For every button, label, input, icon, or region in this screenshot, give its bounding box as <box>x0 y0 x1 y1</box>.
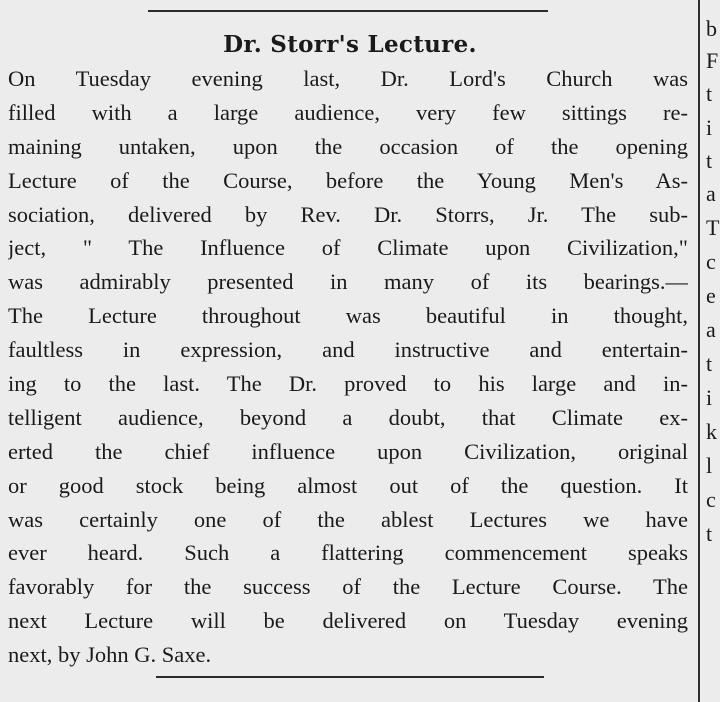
article-line-13: or good stock being almost out of the question. It <box>8 472 688 498</box>
article-line-12: erted the chief influence upon Civilization, original <box>8 438 688 464</box>
adjacent-fragment: t <box>706 351 713 376</box>
adjacent-fragment: i <box>706 385 713 410</box>
adjacent-fragment: c <box>706 249 716 274</box>
adjacent-fragment: k <box>706 419 717 444</box>
article-line-3: maining untaken, upon the occasion of the opening <box>8 133 688 159</box>
article-line-1: On Tuesday evening last, Dr. Lord's Church was <box>8 66 688 91</box>
article-line-5: sociation, delivered by Rev. Dr. Storrs, Jr. The sub- <box>8 201 688 227</box>
adjacent-fragment: a <box>706 181 716 206</box>
adjacent-fragment: l <box>706 453 713 478</box>
article-headline: Dr. Storr's Lecture. <box>223 31 477 58</box>
adjacent-fragment: i <box>706 115 713 140</box>
article-body <box>8 62 688 672</box>
adjacent-fragment: T <box>706 215 720 240</box>
article-line-4: Lecture of the Course, before the Young Men's As- <box>8 167 688 193</box>
adjacent-fragment: t <box>706 521 713 546</box>
adjacent-fragment: t <box>706 81 713 106</box>
article-line-9: faultless in expression, and instructive and entertain- <box>8 337 688 363</box>
bottom-divider-rule <box>156 676 544 678</box>
article-line-16: favorably for the success of the Lecture Course. The <box>8 574 688 600</box>
article-line-17: next Lecture will be delivered on Tuesday evening <box>8 608 688 634</box>
article-line-6: ject, " The Influence of Climate upon Civilization," <box>8 235 688 261</box>
column-separator-rule <box>698 0 700 702</box>
article-line-15: ever heard. Such a flattering commencement speaks <box>8 540 688 566</box>
article-line-11: telligent audience, beyond a doubt, that Climate ex- <box>8 404 688 430</box>
article-line-10: ing to the last. The Dr. proved to his large and in- <box>8 371 688 397</box>
article-line-14: was certainly one of the ablest Lectures we have <box>8 506 688 532</box>
adjacent-fragment: F <box>706 48 719 73</box>
adjacent-fragment: c <box>706 487 716 512</box>
article-line-8: The Lecture throughout was beautiful in thought, <box>8 303 688 329</box>
adjacent-fragment: e <box>706 283 716 308</box>
top-divider-rule <box>148 10 548 12</box>
adjacent-column-fragments <box>704 0 720 702</box>
adjacent-fragment: a <box>706 317 716 342</box>
article-line-18: next, by John G. Saxe. <box>8 642 212 668</box>
adjacent-fragment: t <box>706 148 713 173</box>
adjacent-fragment: b <box>706 16 717 41</box>
article-line-7: was admirably presented in many of its bearings.— <box>8 269 688 295</box>
article-line-2: filled with a large audience, very few sittings re- <box>8 99 688 125</box>
